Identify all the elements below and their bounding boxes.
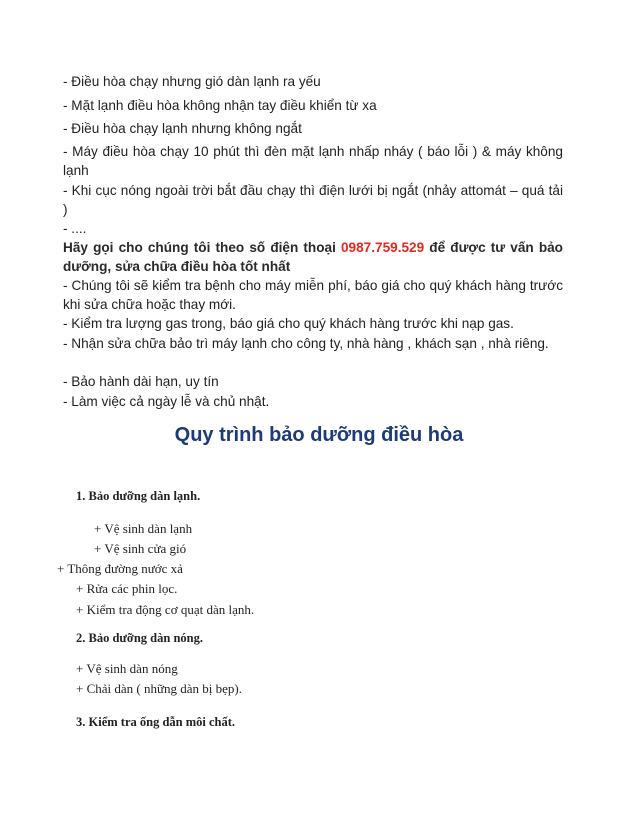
section-heading: 2. Bảo dưỡng dàn nóng. bbox=[76, 631, 203, 645]
section-title: Quy trình bảo dưỡng điều hòa bbox=[174, 424, 464, 446]
section-heading: 3. Kiểm tra ống dẫn môi chất. bbox=[76, 715, 236, 729]
section-heading: 1. Bảo dưỡng dàn lạnh. bbox=[76, 489, 201, 503]
call-to-action-text: để được tư vấn bảo dưỡng, sửa chữa điều hòa tốt nhất bbox=[63, 240, 563, 274]
process-item: + Vệ sinh cửa gió bbox=[94, 541, 187, 556]
call-to-action bbox=[63, 238, 563, 276]
benefit-item: - Nhận sửa chữa bảo trì máy lạnh cho công ty, nhà hàng , khách sạn , nhà riêng. bbox=[63, 336, 549, 351]
benefit-item: - Bảo hành dài hạn, uy tín bbox=[63, 374, 219, 389]
benefit-item: - Kiểm tra lượng gas trong, báo giá cho quý khách hàng trước khi nạp gas. bbox=[63, 316, 514, 331]
intro-item: - Điều hòa chạy lạnh nhưng không ngắt bbox=[63, 121, 302, 136]
process-item: + Kiểm tra động cơ quạt dàn lạnh. bbox=[76, 602, 255, 617]
process-item: + Vệ sinh dàn nóng bbox=[76, 661, 178, 676]
intro-item: - Máy điều hòa chạy 10 phút thì đèn mặt lạnh nhấp nháy ( báo lỗi ) & máy không lạnh bbox=[63, 144, 563, 178]
benefit-item: - Chúng tôi sẽ kiểm tra bệnh cho máy miễn phí, báo giá cho quý khách hàng trước khi sửa chữa hoặc thay mới. bbox=[63, 278, 563, 312]
call-to-action-text: Hãy gọi cho chúng tôi theo số điện thoại bbox=[63, 240, 341, 255]
benefit-item: - Làm việc cả ngày lễ và chủ nhật. bbox=[63, 394, 270, 409]
process-item: + Thông đường nước xả bbox=[57, 561, 183, 576]
intro-item: - Khi cục nóng ngoài trời bắt đầu chạy thì điện lưới bị ngắt (nhảy attomát – quá tải ) bbox=[63, 183, 563, 217]
intro-item: - Mặt lạnh điều hòa không nhận tay điều khiển từ xa bbox=[63, 98, 377, 113]
process-item: + Rửa các phin lọc. bbox=[76, 581, 178, 596]
intro-item: - .... bbox=[63, 221, 87, 236]
phone-number[interactable]: 0987.759.529 bbox=[341, 240, 425, 255]
process-item: + Vệ sinh dàn lạnh bbox=[94, 521, 193, 536]
process-item: + Chải dàn ( những dàn bị bẹp). bbox=[76, 681, 243, 696]
intro-item: - Điều hòa chạy nhưng gió dàn lạnh ra yếu bbox=[63, 74, 321, 89]
